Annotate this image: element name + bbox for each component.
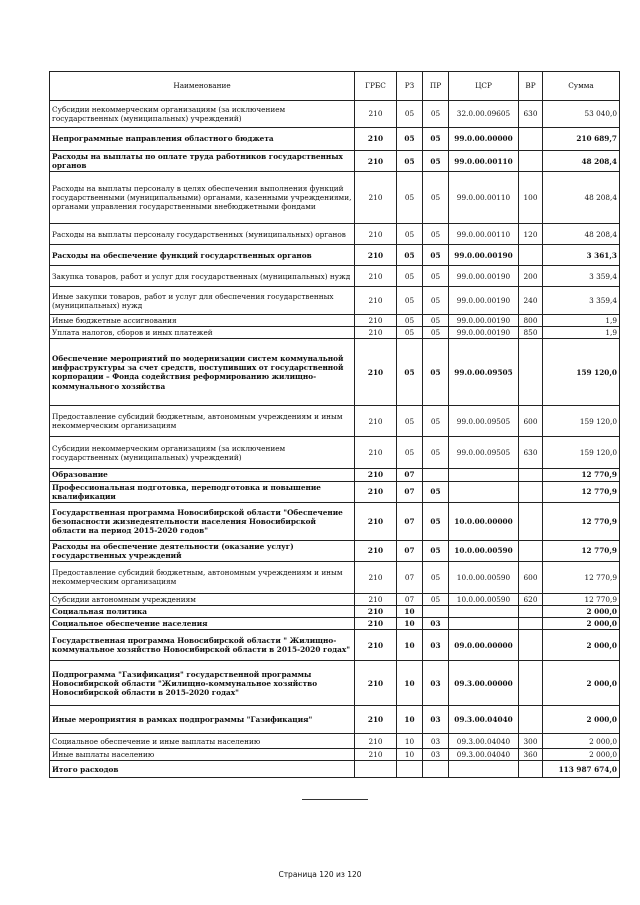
row-pr: 05: [423, 151, 449, 172]
row-rz: 05: [397, 101, 423, 128]
row-pr: [423, 469, 449, 481]
row-sum: 12 770,9: [543, 593, 620, 605]
row-csr: 09.3.00.04040: [449, 734, 519, 749]
row-csr: 09.3.00.00000: [449, 661, 519, 706]
row-name: Предоставление субсидий бюджетным, автономным учреждениям и иным некоммерческим организациям: [50, 561, 355, 593]
header-rz: РЗ: [397, 72, 423, 101]
total-label: Итого расходов: [50, 761, 355, 778]
row-csr: 32.0.00.09605: [449, 101, 519, 128]
row-csr: 09.3.00.04040: [449, 749, 519, 761]
row-vr: [519, 502, 543, 540]
row-pr: 03: [423, 661, 449, 706]
row-grbs: 210: [355, 481, 397, 502]
table-row: [50, 749, 620, 761]
row-name: Социальная политика: [50, 606, 355, 618]
row-csr: 99.0.00.00110: [449, 224, 519, 245]
table-row: [50, 630, 620, 661]
row-sum: 12 770,9: [543, 540, 620, 561]
row-sum: 2 000,0: [543, 630, 620, 661]
row-rz: 07: [397, 561, 423, 593]
row-name: Уплата налогов, сборов и иных платежей: [50, 327, 355, 339]
row-name: Иные мероприятия в рамках подпрограммы "Газификация": [50, 706, 355, 734]
row-sum: 3 359,4: [543, 287, 620, 315]
row-csr: 10.0.00.00000: [449, 502, 519, 540]
row-name: Иные выплаты населению: [50, 749, 355, 761]
table-row: [50, 502, 620, 540]
row-pr: 05: [423, 287, 449, 315]
total-row: [50, 761, 620, 778]
row-grbs: 210: [355, 502, 397, 540]
page-footer: Страница 120 из 120: [278, 870, 362, 879]
row-sum: 159 120,0: [543, 339, 620, 406]
total-empty-cell: [355, 761, 397, 778]
row-rz: 10: [397, 630, 423, 661]
table-row: [50, 266, 620, 287]
table-row: [50, 540, 620, 561]
row-csr: 99.0.00.00190: [449, 266, 519, 287]
row-vr: 360: [519, 749, 543, 761]
row-sum: 2 000,0: [543, 749, 620, 761]
row-vr: 630: [519, 437, 543, 469]
row-rz: 05: [397, 327, 423, 339]
table-row: [50, 224, 620, 245]
row-name: Иные закупки товаров, работ и услуг для обеспечения государственных (муниципальных) нужд: [50, 287, 355, 315]
row-rz: 05: [397, 245, 423, 266]
row-rz: 10: [397, 734, 423, 749]
row-pr: 05: [423, 339, 449, 406]
footnote-separator: [302, 799, 368, 800]
table-row: [50, 287, 620, 315]
row-pr: 03: [423, 749, 449, 761]
row-rz: 10: [397, 706, 423, 734]
row-vr: [519, 469, 543, 481]
row-sum: 2 000,0: [543, 606, 620, 618]
row-grbs: 210: [355, 406, 397, 437]
row-name: Иные бюджетные ассигнования: [50, 315, 355, 327]
row-name: Образование: [50, 469, 355, 481]
row-sum: 159 120,0: [543, 437, 620, 469]
row-rz: 10: [397, 606, 423, 618]
row-pr: 05: [423, 593, 449, 605]
row-name: Расходы на выплаты персоналу государственных (муниципальных) органов: [50, 224, 355, 245]
row-vr: [519, 481, 543, 502]
row-pr: 05: [423, 406, 449, 437]
row-rz: 05: [397, 287, 423, 315]
total-empty-cell: [397, 761, 423, 778]
row-grbs: 210: [355, 469, 397, 481]
row-grbs: 210: [355, 339, 397, 406]
row-grbs: 210: [355, 618, 397, 630]
row-vr: 800: [519, 315, 543, 327]
row-vr: 200: [519, 266, 543, 287]
row-rz: 10: [397, 618, 423, 630]
table-row: [50, 339, 620, 406]
table-row: [50, 151, 620, 172]
row-grbs: 210: [355, 224, 397, 245]
header-pr: ПР: [423, 72, 449, 101]
row-grbs: 210: [355, 593, 397, 605]
header-grbs: ГРБС: [355, 72, 397, 101]
row-csr: 10.0.00.00590: [449, 540, 519, 561]
budget-table: [49, 71, 620, 778]
row-vr: [519, 339, 543, 406]
row-sum: 12 770,9: [543, 481, 620, 502]
row-grbs: 210: [355, 245, 397, 266]
row-sum: 12 770,9: [543, 502, 620, 540]
table-row: [50, 327, 620, 339]
row-vr: [519, 630, 543, 661]
row-csr: 99.0.00.00190: [449, 287, 519, 315]
row-name: Расходы на выплаты по оплате труда работников государственных органов: [50, 151, 355, 172]
row-csr: 09.0.00.00000: [449, 630, 519, 661]
row-vr: [519, 606, 543, 618]
table-row: [50, 245, 620, 266]
table-row: [50, 661, 620, 706]
row-sum: 3 359,4: [543, 266, 620, 287]
row-sum: 3 361,3: [543, 245, 620, 266]
row-vr: [519, 618, 543, 630]
table-row: [50, 606, 620, 618]
row-vr: 300: [519, 734, 543, 749]
row-grbs: 210: [355, 630, 397, 661]
row-pr: 05: [423, 315, 449, 327]
row-sum: 53 040,0: [543, 101, 620, 128]
row-rz: 07: [397, 593, 423, 605]
row-name: Государственная программа Новосибирской области "Обеспечение безопасности жизнедеятельности населения Новосибирской области на период 2015-2020 годов": [50, 502, 355, 540]
total-sum: 113 987 674,0: [543, 761, 620, 778]
row-pr: 05: [423, 224, 449, 245]
row-pr: 05: [423, 481, 449, 502]
row-rz: 05: [397, 266, 423, 287]
row-sum: 48 208,4: [543, 172, 620, 224]
row-vr: 600: [519, 561, 543, 593]
table-row: [50, 481, 620, 502]
row-rz: 05: [397, 128, 423, 151]
row-sum: 159 120,0: [543, 406, 620, 437]
header-sum: Сумма: [543, 72, 620, 101]
row-pr: 05: [423, 540, 449, 561]
row-grbs: 210: [355, 128, 397, 151]
row-sum: 12 770,9: [543, 469, 620, 481]
row-name: Субсидии автономным учреждениям: [50, 593, 355, 605]
row-pr: 03: [423, 706, 449, 734]
header-csr: ЦСР: [449, 72, 519, 101]
row-vr: 600: [519, 406, 543, 437]
table-row: [50, 593, 620, 605]
row-pr: 05: [423, 172, 449, 224]
row-csr: [449, 606, 519, 618]
row-name: Субсидии некоммерческим организациям (за исключением государственных (муниципальных) учреждений): [50, 437, 355, 469]
row-pr: 03: [423, 618, 449, 630]
row-name: Социальное обеспечение и иные выплаты населению: [50, 734, 355, 749]
row-sum: 12 770,9: [543, 561, 620, 593]
row-grbs: 210: [355, 540, 397, 561]
row-grbs: 210: [355, 561, 397, 593]
row-rz: 07: [397, 502, 423, 540]
table-row: [50, 101, 620, 128]
row-pr: 05: [423, 266, 449, 287]
row-vr: [519, 661, 543, 706]
row-rz: 10: [397, 749, 423, 761]
table-row: [50, 128, 620, 151]
row-name: Предоставление субсидий бюджетным, автономным учреждениям и иным некоммерческим организациям: [50, 406, 355, 437]
table-row: [50, 618, 620, 630]
row-sum: 48 208,4: [543, 224, 620, 245]
row-rz: 05: [397, 172, 423, 224]
table-header-row: [50, 72, 620, 101]
row-csr: 10.0.00.00590: [449, 561, 519, 593]
table-row: [50, 734, 620, 749]
row-vr: 850: [519, 327, 543, 339]
row-vr: 120: [519, 224, 543, 245]
row-sum: 210 689,7: [543, 128, 620, 151]
total-empty-cell: [519, 761, 543, 778]
table-row: [50, 315, 620, 327]
row-csr: 09.3.00.04040: [449, 706, 519, 734]
row-rz: 05: [397, 151, 423, 172]
row-csr: [449, 469, 519, 481]
row-csr: 99.0.00.09505: [449, 406, 519, 437]
row-csr: 99.0.00.00110: [449, 172, 519, 224]
row-grbs: 210: [355, 101, 397, 128]
row-vr: 620: [519, 593, 543, 605]
row-name: Закупка товаров, работ и услуг для государственных (муниципальных) нужд: [50, 266, 355, 287]
row-vr: 100: [519, 172, 543, 224]
row-grbs: 210: [355, 172, 397, 224]
row-csr: 99.0.00.09505: [449, 339, 519, 406]
row-name: Подпрограмма "Газификация" государственной программы Новосибирской области "Жилищно-коммунальное хозяйство Новосибирской области в 2015-2020 годах": [50, 661, 355, 706]
row-vr: 240: [519, 287, 543, 315]
row-rz: 07: [397, 469, 423, 481]
row-pr: 03: [423, 630, 449, 661]
row-name: Социальное обеспечение населения: [50, 618, 355, 630]
row-vr: [519, 245, 543, 266]
row-sum: 48 208,4: [543, 151, 620, 172]
row-csr: 99.0.00.00000: [449, 128, 519, 151]
row-rz: 05: [397, 406, 423, 437]
row-name: Субсидии некоммерческим организациям (за исключением государственных (муниципальных) учреждений): [50, 101, 355, 128]
row-pr: 05: [423, 437, 449, 469]
row-name: Государственная программа Новосибирской области " Жилищно-коммунальное хозяйство Новосибирской области в 2015-2020 годах": [50, 630, 355, 661]
row-sum: 2 000,0: [543, 661, 620, 706]
row-pr: [423, 606, 449, 618]
row-rz: 05: [397, 224, 423, 245]
row-grbs: 210: [355, 151, 397, 172]
row-rz: 05: [397, 339, 423, 406]
row-csr: 99.0.00.00190: [449, 245, 519, 266]
table-row: [50, 406, 620, 437]
row-name: Обеспечение мероприятий по модернизации систем коммунальной инфраструктуры за счет средств, поступивших от государственной корпорации – Фонда содействия реформированию жилищно-коммунального хозяйства: [50, 339, 355, 406]
row-sum: 2 000,0: [543, 618, 620, 630]
row-grbs: 210: [355, 734, 397, 749]
row-csr: 99.0.00.00190: [449, 327, 519, 339]
row-rz: 07: [397, 481, 423, 502]
header-name: Наименование: [50, 72, 355, 101]
row-name: Расходы на обеспечение деятельности (оказание услуг) государственных учреждений: [50, 540, 355, 561]
row-pr: 05: [423, 327, 449, 339]
row-csr: [449, 618, 519, 630]
row-name: Расходы на выплаты персоналу в целях обеспечения выполнения функций государственными (муниципальными) органами, казенными учреждениями, органами управления государственными внебюджетными фондами: [50, 172, 355, 224]
row-sum: 2 000,0: [543, 706, 620, 734]
row-grbs: 210: [355, 606, 397, 618]
row-name: Непрограммные направления областного бюджета: [50, 128, 355, 151]
row-grbs: 210: [355, 266, 397, 287]
row-grbs: 210: [355, 327, 397, 339]
row-grbs: 210: [355, 749, 397, 761]
row-sum: 1,9: [543, 327, 620, 339]
row-rz: 10: [397, 661, 423, 706]
table-row: [50, 469, 620, 481]
row-pr: 05: [423, 561, 449, 593]
row-rz: 05: [397, 437, 423, 469]
row-csr: 99.0.00.00110: [449, 151, 519, 172]
row-grbs: 210: [355, 437, 397, 469]
row-grbs: 210: [355, 706, 397, 734]
row-sum: 2 000,0: [543, 734, 620, 749]
row-pr: 05: [423, 245, 449, 266]
row-vr: 630: [519, 101, 543, 128]
total-empty-cell: [423, 761, 449, 778]
row-grbs: 210: [355, 315, 397, 327]
row-name: Расходы на обеспечение функций государственных органов: [50, 245, 355, 266]
table-row: [50, 561, 620, 593]
row-pr: 05: [423, 128, 449, 151]
row-vr: [519, 706, 543, 734]
row-vr: [519, 128, 543, 151]
row-rz: 05: [397, 315, 423, 327]
row-vr: [519, 540, 543, 561]
row-vr: [519, 151, 543, 172]
row-name: Профессиональная подготовка, переподготовка и повышение квалификации: [50, 481, 355, 502]
table-row: [50, 706, 620, 734]
row-pr: 05: [423, 101, 449, 128]
row-pr: 03: [423, 734, 449, 749]
row-grbs: 210: [355, 287, 397, 315]
table-row: [50, 172, 620, 224]
row-rz: 07: [397, 540, 423, 561]
row-csr: [449, 481, 519, 502]
row-csr: 99.0.00.09505: [449, 437, 519, 469]
row-pr: 05: [423, 502, 449, 540]
table-row: [50, 437, 620, 469]
total-empty-cell: [449, 761, 519, 778]
row-csr: 99.0.00.00190: [449, 315, 519, 327]
header-vr: ВР: [519, 72, 543, 101]
row-csr: 10.0.00.00590: [449, 593, 519, 605]
row-grbs: 210: [355, 661, 397, 706]
row-sum: 1,9: [543, 315, 620, 327]
